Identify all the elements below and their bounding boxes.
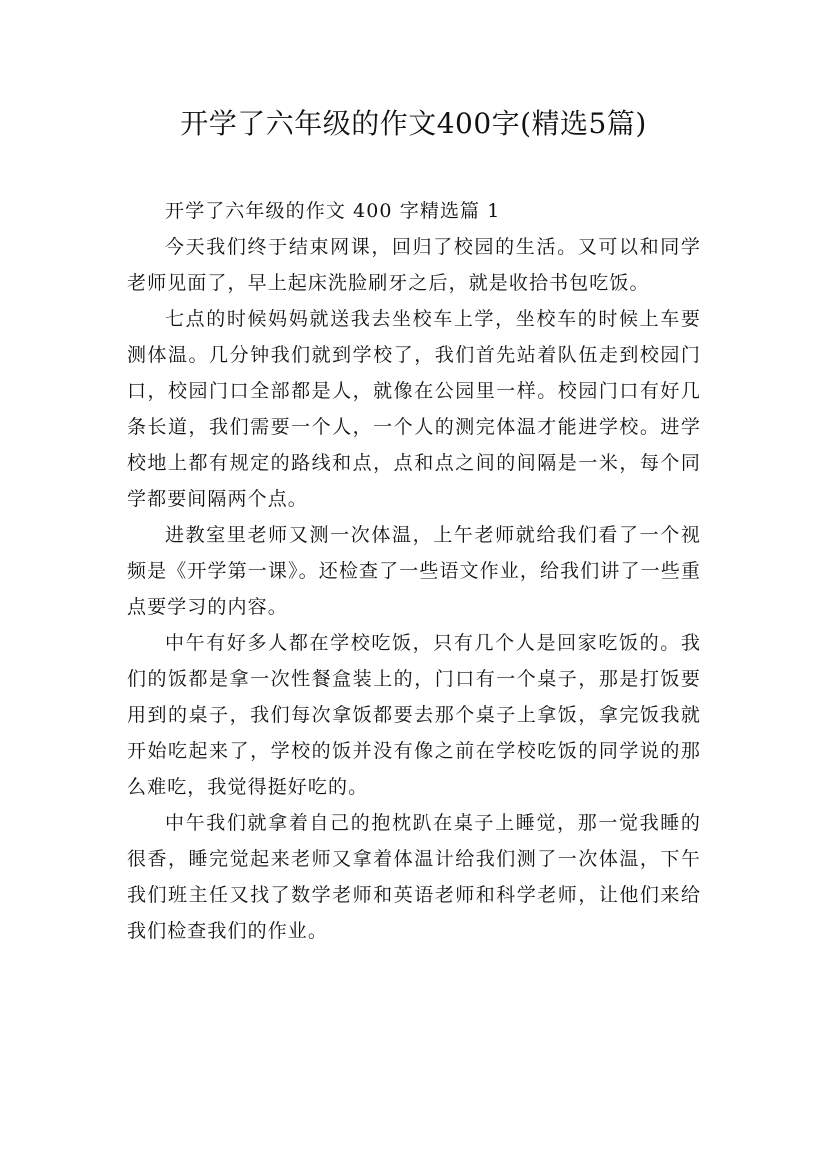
paragraph-3: 进教室里老师又测一次体温，上午老师就给我们看了一个视频是《开学第一课》。还检查了一些语文作业，给我们讲了一些重点要学习的内容。 (127, 524, 701, 618)
paragraph-1: 今天我们终于结束网课，回归了校园的生活。又可以和同学老师见面了，早上起床洗脸刷牙之后，就是收拾书包吃饭。 (127, 236, 701, 294)
paragraph-4: 中午有好多人都在学校吃饭，只有几个人是回家吃饭的。我们的饭都是拿一次性餐盒装上的，门口有一个桌子，那是打饭要用到的桌子，我们每次拿饭都要去那个桌子上拿饭，拿完饭我就开始吃起来了，学校的饭并没有像之前在学校吃饭的同学说的那么难吃，我觉得挺好吃的。 (127, 632, 701, 798)
section-heading: 开学了六年级的作文 400 字精选篇 1 (165, 200, 501, 222)
paragraph-2: 七点的时候妈妈就送我去坐校车上学，坐校车的时候上车要测体温。几分钟我们就到学校了，我们首先站着队伍走到校园门口，校园门口全部都是人，就像在公园里一样。校园门口有好几条长道，我们需要一个人，一个人的测完体温才能进学校。进学校地上都有规定的路线和点，点和点之间的间隔是一米，每个同学都要间隔两个点。 (127, 308, 701, 510)
document-body (127, 193, 701, 949)
paragraph-5: 中午我们就拿着自己的抱枕趴在桌子上睡觉，那一觉我睡的很香，睡完觉起来老师又拿着体温计给我们测了一次体温，下午我们班主任又找了数学老师和英语老师和科学老师，让他们来给我们检查我们的作业。 (127, 812, 701, 942)
document-title: 开学了六年级的作文400字(精选5篇) (180, 107, 647, 140)
